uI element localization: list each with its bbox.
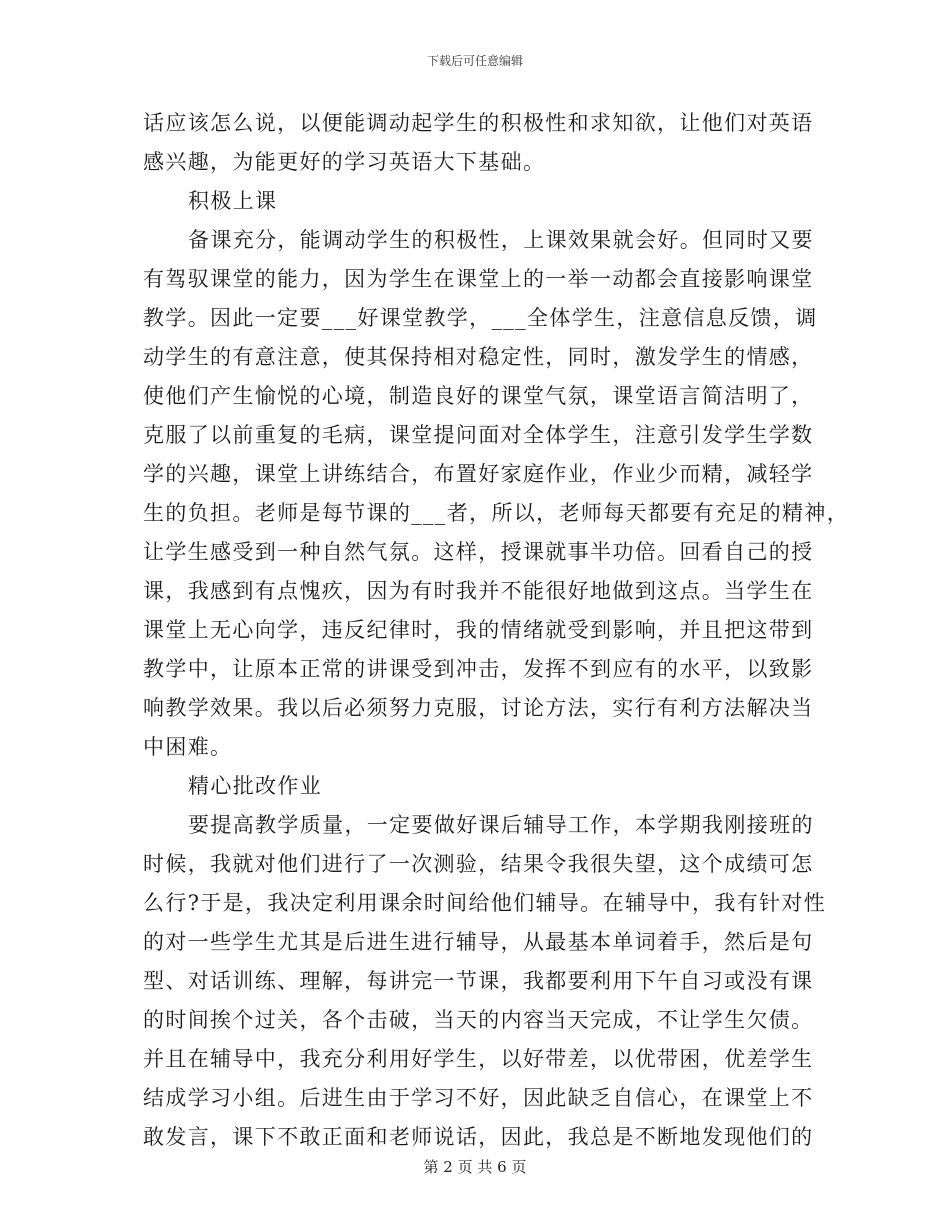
page-header: 下载后可任意编辑 — [426, 54, 523, 68]
text-line: 课堂上无心向学，违反纪律时，我的情绪就受到影响，并且把这带到 — [143, 618, 814, 642]
text-line: 时候，我就对他们进行了一次测验，结果令我很失望，这个成绩可怎 — [143, 852, 814, 876]
text-line: 型、对话训练、理解，每讲完一节课，我都要利用下午自习或没有课 — [143, 969, 814, 993]
text-line: 的对一些学生尤其是后进生进行辅导，从最基本单词着手，然后是句 — [143, 930, 814, 954]
text-line: 教学中，让原本正常的讲课受到冲击，发挥不到应有的水平，以致影 — [143, 657, 814, 681]
text-line: 话应该怎么说，以便能调动起学生的积极性和求知欲，让他们对英语 — [143, 111, 814, 135]
text-line: 响教学效果。我以后必须努力克服，讨论方法，实行有利方法解决当 — [143, 696, 814, 720]
text-line: 结成学习小组。后进生由于学习不好，因此缺乏自信心，在课堂上不 — [143, 1086, 814, 1110]
text-line: 要提高教学质量，一定要做好课后辅导工作，本学期我刚接班的 — [188, 813, 814, 837]
page-number-footer: 第 2 页 共 6 页 — [423, 1158, 527, 1176]
text-line: 敢发言，课下不敢正面和老师说话，因此，我总是不断地发现他们的 — [143, 1125, 814, 1149]
text-line: 使他们产生愉悦的心境，制造良好的课堂气氛，课堂语言简洁明了， — [143, 384, 814, 408]
document-body — [143, 104, 850, 1157]
text-line: 学的兴趣，课堂上讲练结合，布置好家庭作业，作业少而精，减轻学 — [143, 462, 814, 486]
text-line: 动学生的有意注意，使其保持相对稳定性，同时，激发学生的情感， — [143, 345, 814, 369]
text-line: 生的负担。老师是每节课的___者，所以，老师每天都要有充足的精神， — [143, 501, 850, 525]
text-line: 并且在辅导中，我充分利用好学生，以好带差，以优带困，优差学生 — [143, 1047, 814, 1071]
section-heading: 精心批改作业 — [188, 774, 323, 798]
text-line: 有驾驭课堂的能力，因为学生在课堂上的一举一动都会直接影响课堂 — [143, 267, 814, 291]
text-line: 教学。因此一定要___好课堂教学，___全体学生，注意信息反馈，调 — [143, 306, 818, 330]
text-line: 备课充分，能调动学生的积极性，上课效果就会好。但同时又要 — [188, 228, 814, 252]
text-line: 的时间挨个过关，各个击破，当天的内容当天完成，不让学生欠债。 — [143, 1008, 814, 1032]
text-line: 感兴趣，为能更好的学习英语大下基础。 — [143, 150, 546, 174]
text-line: 克服了以前重复的毛病，课堂提问面对全体学生，注意引发学生学数 — [143, 423, 814, 447]
section-heading: 积极上课 — [188, 189, 278, 213]
text-line: 么行?于是，我决定利用课余时间给他们辅导。在辅导中，我有针对性 — [143, 891, 827, 915]
text-line: 中困难。 — [143, 735, 233, 759]
text-line: 让学生感受到一种自然气氛。这样，授课就事半功倍。回看自己的授 — [143, 540, 814, 564]
text-line: 课，我感到有点愧疚，因为有时我并不能很好地做到这点。当学生在 — [143, 579, 814, 603]
